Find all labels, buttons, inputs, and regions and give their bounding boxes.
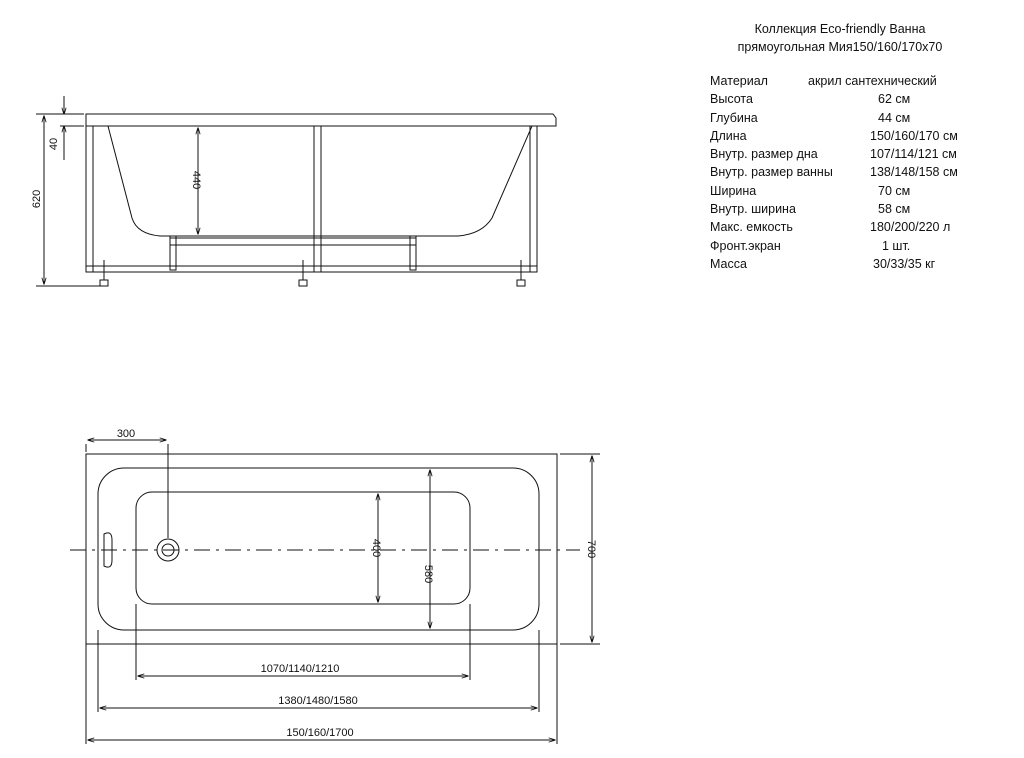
dim-drain-offset-label: 300 — [116, 428, 136, 440]
specs-table — [710, 72, 980, 273]
dim-bottom-length-label: 1070/1140/1210 — [260, 663, 340, 675]
frame-post-left — [86, 126, 93, 272]
spec-label: Внутр. размер ванны — [710, 165, 833, 180]
foot-left — [100, 260, 108, 286]
spec-row — [710, 163, 980, 181]
spec-value: акрил сантехнический — [808, 74, 937, 88]
dim-inner-width-label: 400 — [370, 538, 382, 558]
dim-total-width-label: 700 — [585, 539, 597, 559]
spec-value: 180/200/220 л — [870, 220, 951, 235]
spec-value: 138/148/158 см — [870, 165, 958, 180]
title-line-1: Коллекция Eco-friendly Ванна — [754, 22, 926, 36]
spec-label: Макс. емкость — [710, 220, 793, 235]
spec-row — [710, 90, 980, 108]
spec-label: Материал — [710, 74, 768, 88]
spec-row — [710, 237, 980, 255]
spec-row — [710, 109, 980, 127]
frame-support-left — [170, 236, 176, 270]
title-line-2: прямоугольная Мия150/160/170х70 — [737, 40, 943, 54]
spec-row — [710, 182, 980, 200]
frame-support-right — [410, 236, 416, 270]
frame-post-middle — [314, 126, 321, 272]
spec-label: Длина — [710, 128, 747, 143]
foot-right — [517, 260, 525, 286]
frame-crossbar-top — [170, 238, 416, 245]
spec-value: 150/160/170 см — [870, 128, 958, 143]
spec-row — [710, 218, 980, 236]
spec-value: 30/33/35 кг — [873, 256, 936, 271]
dim-total-length-label: 150/160/1700 — [286, 727, 354, 739]
spec-label: Высота — [710, 92, 753, 107]
spec-value: 70 см — [878, 183, 911, 198]
spec-label: Масса — [710, 256, 747, 271]
spec-label: Ширина — [710, 183, 757, 198]
tub-bowl — [108, 126, 532, 236]
spec-row — [710, 200, 980, 218]
spec-label: Внутр. размер дна — [710, 147, 818, 162]
spec-value: 62 см — [878, 92, 911, 107]
frame-post-right — [530, 126, 537, 272]
spec-value: 44 см — [878, 110, 911, 125]
tub-rim — [86, 114, 556, 126]
product-title — [700, 20, 980, 56]
spec-label: Глубина — [710, 110, 758, 125]
spec-label: Внутр. ширина — [710, 202, 796, 217]
dim-depth-label: 440 — [190, 170, 202, 190]
spec-row — [710, 255, 980, 273]
spec-value: 1 шт. — [882, 238, 911, 253]
spec-row — [710, 127, 980, 145]
tub-bottom — [136, 492, 470, 604]
spec-label: Фронт.экран — [710, 238, 781, 253]
foot-middle — [299, 260, 307, 286]
spec-value: 58 см — [878, 202, 911, 217]
dim-total-height-label: 620 — [31, 189, 43, 209]
dim-rim-label: 40 — [48, 137, 60, 151]
spec-row — [710, 145, 980, 163]
side-view — [36, 96, 556, 286]
dim-inner-width-rim-label: 580 — [422, 564, 434, 584]
spec-row — [710, 72, 980, 90]
frame-base-bar — [86, 266, 537, 272]
dim-inner-length-label: 1380/1480/1580 — [278, 695, 358, 707]
spec-value: 107/114/121 см — [870, 147, 957, 162]
